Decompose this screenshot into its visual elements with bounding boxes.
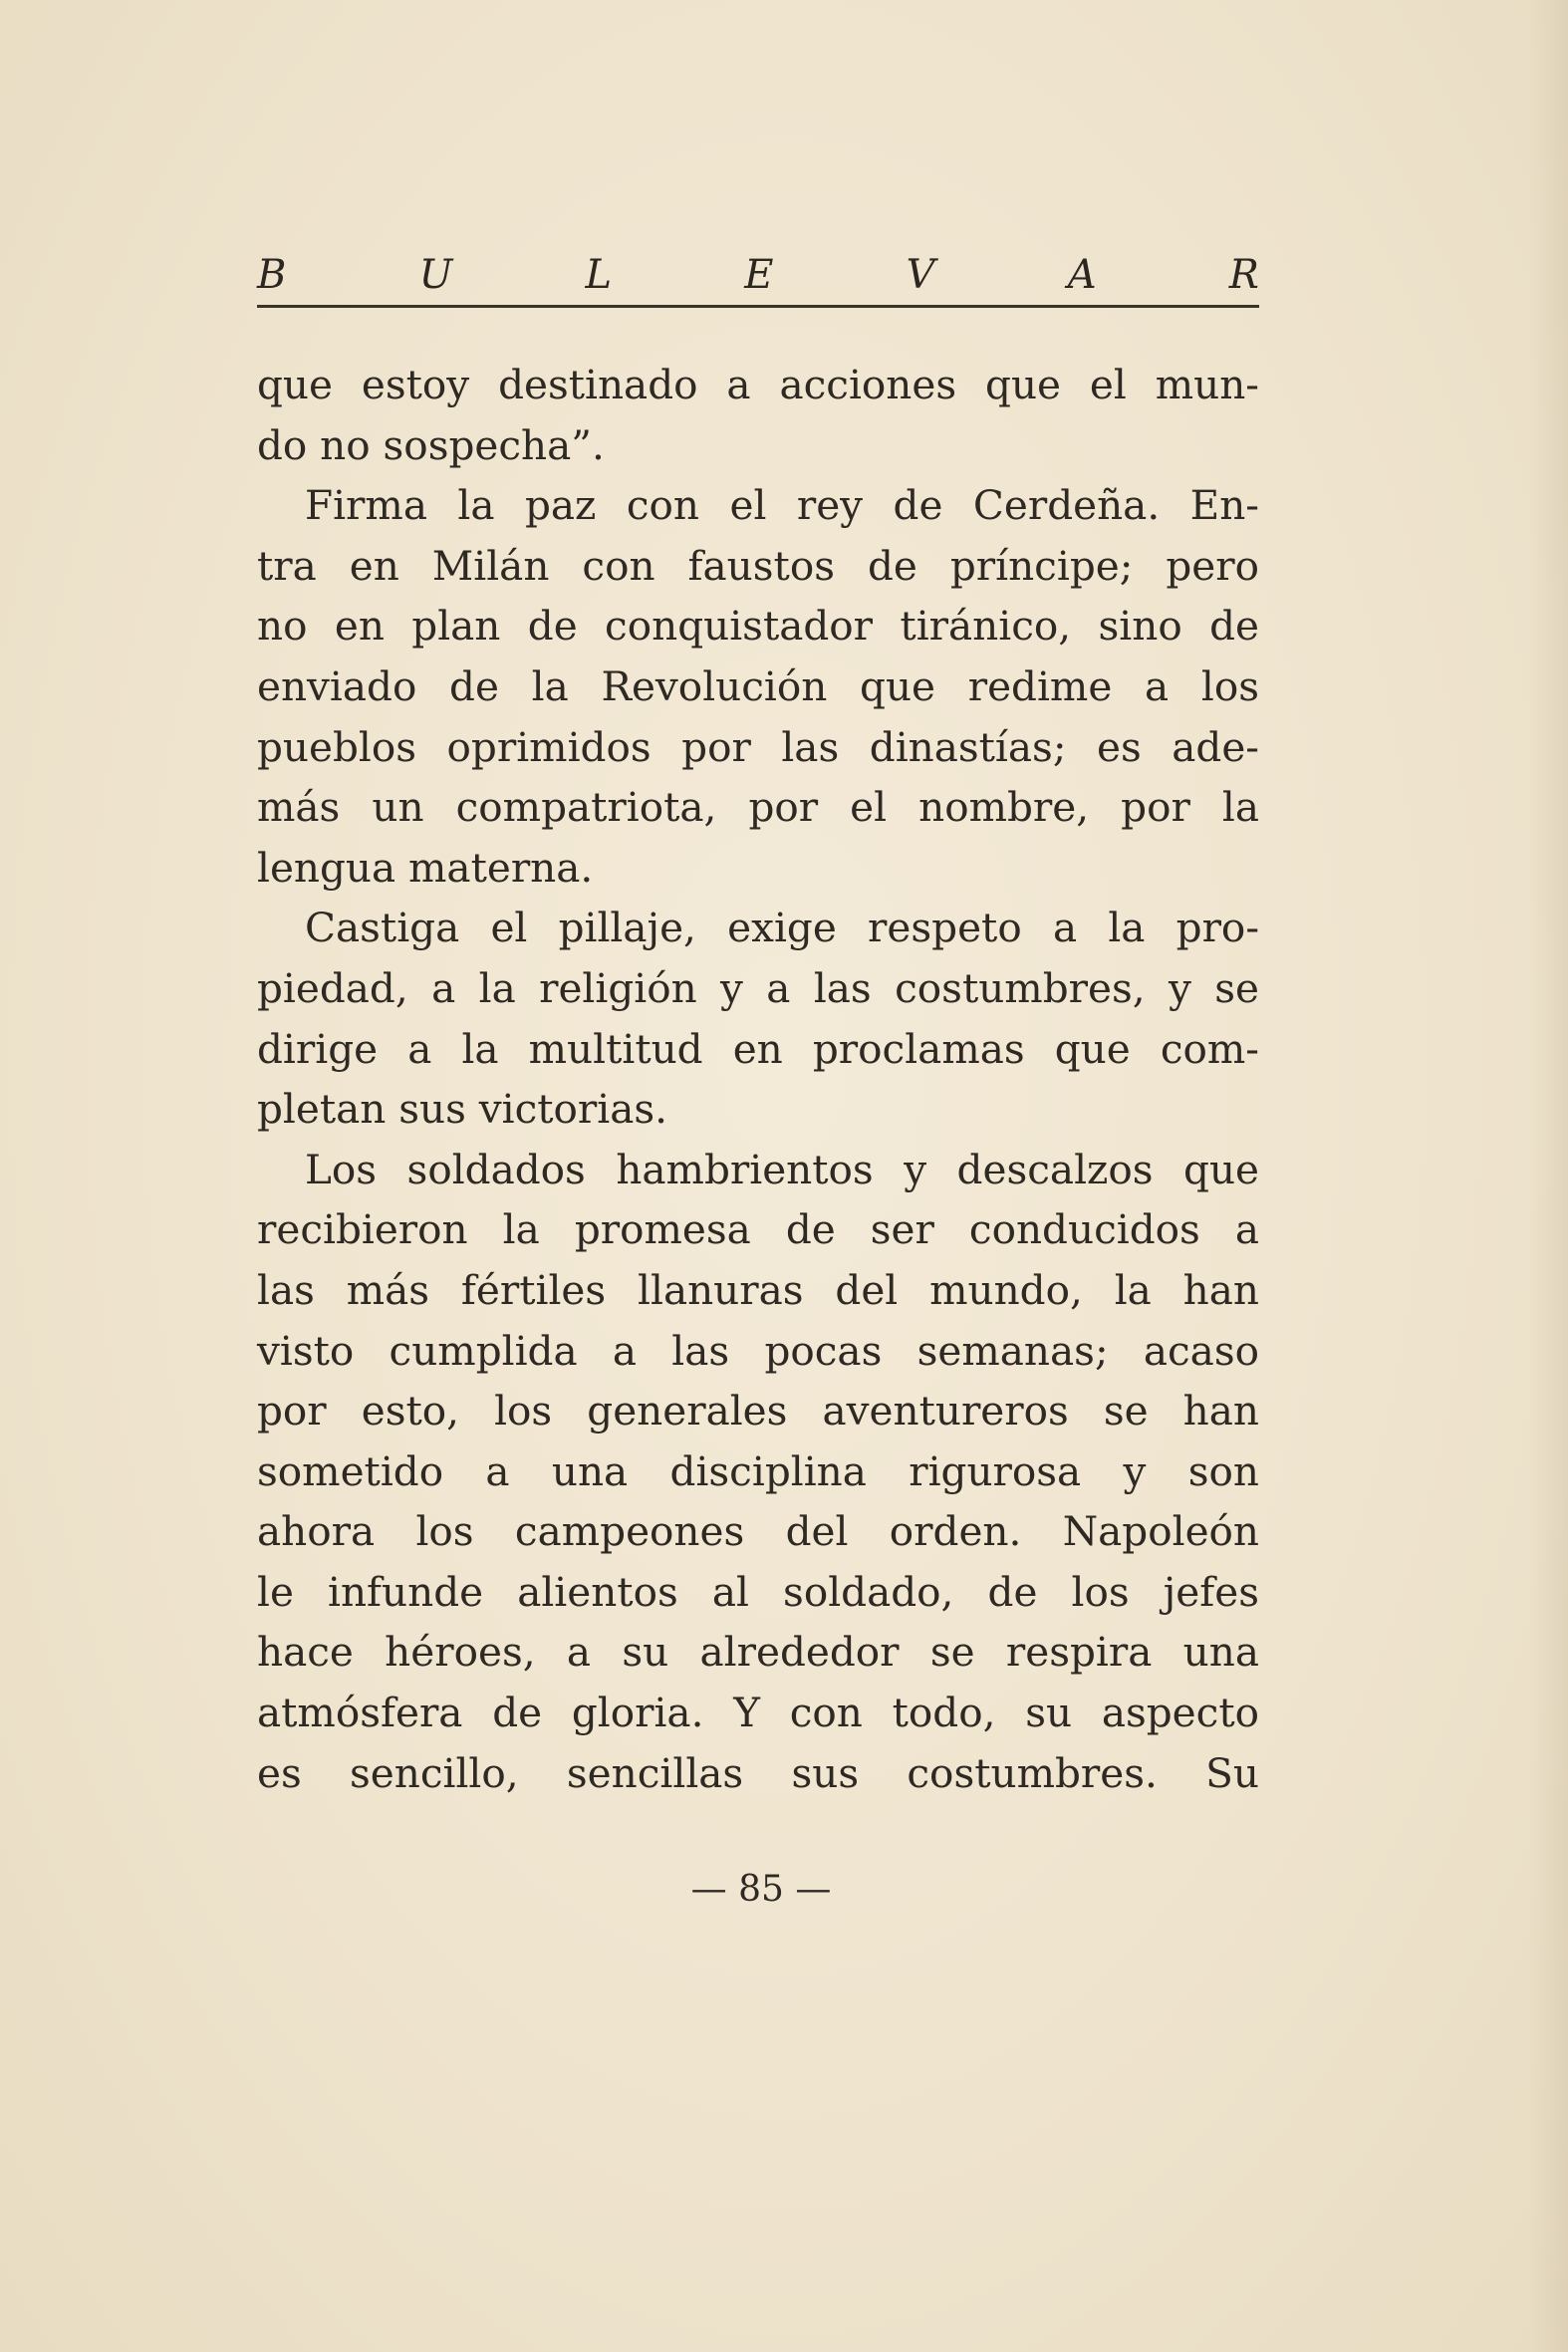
running-head-letter: V <box>906 252 935 298</box>
running-head-letter: U <box>418 252 453 298</box>
text-line: do no sospecha”. <box>257 420 605 469</box>
running-head-letter: L <box>585 252 613 298</box>
text-line: por esto, los generales aventureros se han <box>257 1387 1259 1436</box>
text-line: recibieron la promesa de ser conducidos a <box>257 1205 1259 1254</box>
body-text <box>257 355 1259 1803</box>
running-head <box>257 235 1259 298</box>
text-line: atmósfera de gloria. Y con todo, su aspecto <box>257 1689 1259 1737</box>
header-rule <box>257 305 1259 308</box>
page-edge-shadow <box>1528 0 1568 2352</box>
text-line: que estoy destinado a acciones que el mun- <box>257 361 1259 408</box>
text-line: le infunde alientos al soldado, de los jefes <box>257 1567 1259 1616</box>
text-line: enviado de la Revolución que redime a los <box>257 661 1259 710</box>
text-line: Firma la paz con el rey de Cerdeña. En- <box>305 481 1259 530</box>
text-line: dirige a la multitud en proclamas que com- <box>257 1024 1259 1073</box>
text-line: no en plan de conquistador tiránico, sino de <box>257 602 1259 651</box>
running-head-letter: R <box>1228 252 1259 298</box>
running-head-letter: A <box>1067 252 1097 298</box>
text-line: las más fértiles llanuras del mundo, la han <box>257 1265 1259 1314</box>
text-line: más un compatriota, por el nombre, por la <box>257 783 1259 832</box>
text-line: sometido a una disciplina rigurosa y son <box>257 1446 1259 1495</box>
text-line: Los soldados hambrientos y descalzos que <box>305 1145 1259 1193</box>
text-line: hace héroes, a su alrededor se respira una <box>257 1628 1259 1677</box>
text-line: es sencillo, sencillas sus costumbres. Su <box>257 1748 1259 1797</box>
text-line: lengua materna. <box>257 843 594 892</box>
running-head-letter: B <box>257 252 287 298</box>
text-line: tra en Milán con faustos de príncipe; pero <box>257 541 1259 590</box>
running-head-letter: E <box>744 252 774 298</box>
text-line: pueblos oprimidos por las dinastías; es ade- <box>257 722 1259 771</box>
text-line: ahora los campeones del orden. Napoleón <box>257 1507 1259 1556</box>
text-line: piedad, a la religión y a las costumbres, y se <box>257 963 1259 1012</box>
page-number: — 85 — <box>690 1869 832 1910</box>
text-line: Castiga el pillaje, exige respeto a la pro- <box>305 904 1259 952</box>
text-line: visto cumplida a las pocas semanas; acaso <box>257 1326 1259 1375</box>
text-line: pletan sus victorias. <box>257 1085 668 1134</box>
